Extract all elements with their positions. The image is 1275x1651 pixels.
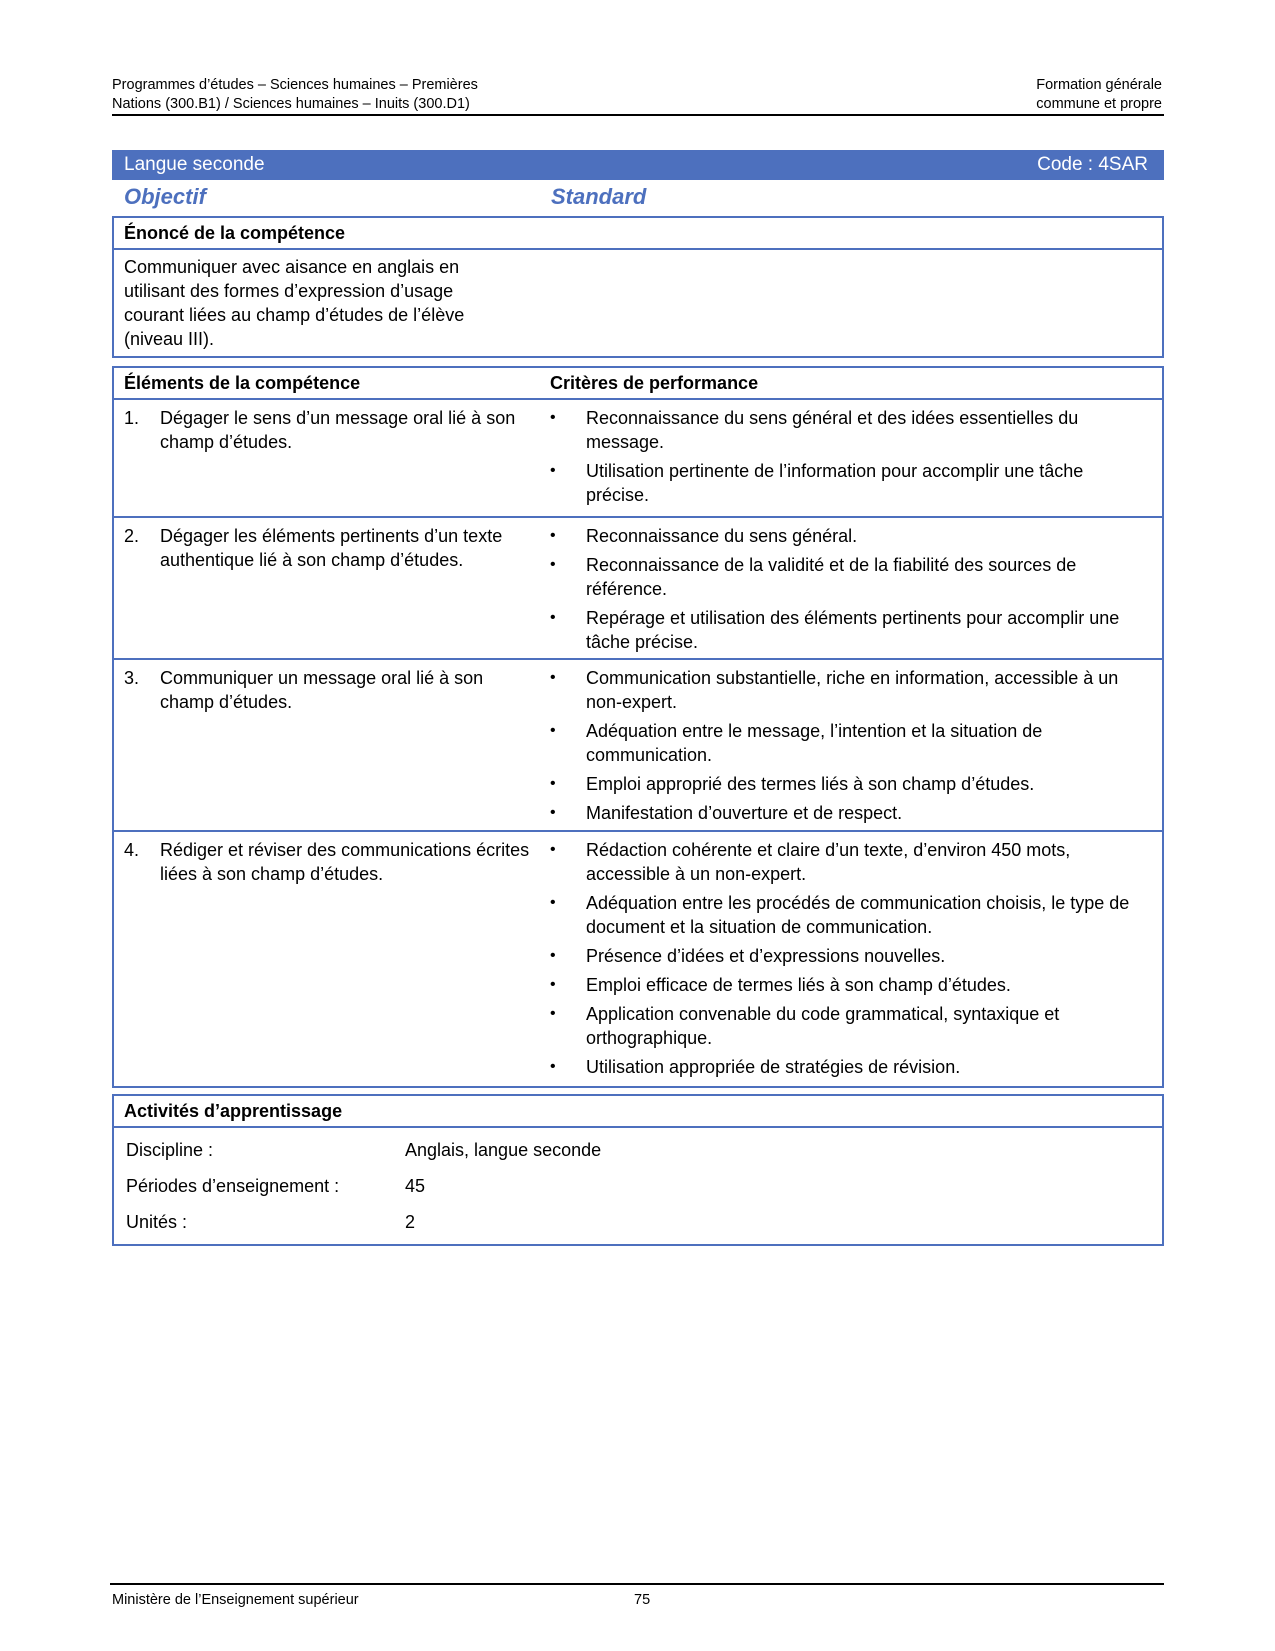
page-number: 75 (634, 1592, 651, 1608)
criterion-text: Repérage et utilisation des éléments pertinents pour accomplir une tâche précise. (586, 608, 1120, 652)
enonce-text (124, 255, 524, 351)
enonce-line: courant liées au champ d’études de l’élève (124, 305, 465, 325)
criterion-text: Adéquation entre les procédés de communication choisis, le type de document et la situation de communication. (586, 893, 1130, 937)
elements-heading: Éléments de la compétence (124, 373, 361, 393)
criterion-text: Utilisation pertinente de l’information pour accomplir une tâche précise. (586, 461, 1084, 505)
bullet-icon: • (550, 1058, 556, 1075)
elements-box (112, 366, 1164, 1088)
enonce-line: (niveau III). (124, 329, 215, 349)
element-row-3 (114, 658, 1162, 832)
header-right (1036, 76, 1162, 114)
periodes-label: Périodes d’enseignement : (126, 1176, 340, 1196)
element-row-1 (114, 398, 1162, 518)
bullet-icon: • (550, 947, 556, 964)
criterion-text: Emploi efficace de termes liés à son champ d’études. (586, 975, 1011, 995)
criterion-text: Reconnaissance du sens général. (586, 526, 858, 546)
activites-box (112, 1094, 1164, 1246)
page-header (112, 76, 1164, 116)
criterion-text: Présence d’idées et d’expressions nouvelles. (586, 946, 946, 966)
element-number: 1. (124, 408, 140, 428)
criterion-text: Reconnaissance de la validité et de la fiabilité des sources de référence. (586, 555, 1077, 599)
criterion-item (550, 666, 1140, 714)
unites-label: Unités : (126, 1212, 188, 1232)
bullet-icon: • (550, 722, 556, 739)
element-number: 4. (124, 840, 140, 860)
criterion-text: Reconnaissance du sens général et des idées essentielles du message. (586, 408, 1079, 452)
criterion-item (550, 801, 1140, 825)
criterion-text: Rédaction cohérente et claire d’un texte, d’environ 450 mots, accessible à un non-expert. (586, 840, 1071, 884)
element-text: Dégager le sens d’un message oral lié à son champ d’études. (160, 408, 516, 452)
element-number: 2. (124, 526, 140, 546)
criterion-text: Adéquation entre le message, l’intention et la situation de communication. (586, 721, 1043, 765)
element-text: Communiquer un message oral lié à son champ d’études. (160, 668, 484, 712)
criterion-item (550, 973, 1140, 997)
bullet-icon: • (550, 527, 556, 544)
enonce-box (112, 216, 1164, 358)
bullet-icon: • (550, 894, 556, 911)
objectif-label: Objectif (124, 184, 206, 209)
criterion-text: Communication substantielle, riche en information, accessible à un non-expert. (586, 668, 1119, 712)
criterion-item (550, 553, 1140, 601)
criteres-heading: Critères de performance (550, 373, 759, 393)
criterion-text: Application convenable du code grammatical, syntaxique et orthographique. (586, 1004, 1060, 1048)
criteria-list (550, 666, 1140, 830)
enonce-line: utilisant des formes d’expression d’usage (124, 281, 454, 301)
bullet-icon: • (550, 1005, 556, 1022)
criterion-text: Manifestation d’ouverture et de respect. (586, 803, 903, 823)
header-right-line1: Formation générale (1036, 77, 1162, 93)
bullet-icon: • (550, 409, 556, 426)
standard-label: Standard (551, 184, 647, 209)
criterion-item (550, 406, 1140, 454)
discipline-value: Anglais, langue seconde (405, 1140, 602, 1160)
criteria-list (550, 406, 1140, 512)
criterion-item (550, 838, 1140, 886)
title-langue-seconde: Langue seconde (124, 154, 265, 175)
activites-heading: Activités d’apprentissage (114, 1096, 1162, 1128)
criterion-text: Emploi approprié des termes liés à son champ d’études. (586, 774, 1035, 794)
enonce-line: Communiquer avec aisance en anglais en (124, 257, 460, 277)
element-row-4 (114, 830, 1162, 1086)
criterion-text: Utilisation appropriée de stratégies de révision. (586, 1057, 961, 1077)
bullet-icon: • (550, 462, 556, 479)
bullet-icon: • (550, 841, 556, 858)
criterion-item (550, 719, 1140, 767)
unites-value: 2 (405, 1212, 416, 1232)
criteria-list (550, 838, 1140, 1084)
criterion-item (550, 459, 1140, 507)
criterion-item (550, 944, 1140, 968)
footer-ministry: Ministère de l’Enseignement supérieur (112, 1592, 359, 1608)
element-number: 3. (124, 668, 140, 688)
criterion-item (550, 1055, 1140, 1079)
criteria-list (550, 524, 1140, 659)
enonce-heading: Énoncé de la compétence (114, 218, 1162, 250)
bullet-icon: • (550, 609, 556, 626)
objectif-standard-row (112, 184, 1164, 212)
header-right-line2: commune et propre (1036, 96, 1162, 112)
criterion-item (550, 606, 1140, 654)
title-code: Code : 4SAR (1037, 154, 1148, 175)
periodes-value: 45 (405, 1176, 426, 1196)
criterion-item (550, 1002, 1140, 1050)
element-row-2 (114, 516, 1162, 660)
bullet-icon: • (550, 669, 556, 686)
page-footer (110, 1583, 1164, 1608)
bullet-icon: • (550, 976, 556, 993)
element-text: Rédiger et réviser des communications écrites liées à son champ d’études. (160, 840, 530, 884)
header-left-line2: Nations (300.B1) / Sciences humaines – Inuits (300.D1) (112, 96, 470, 112)
element-text: Dégager les éléments pertinents d’un texte authentique lié à son champ d’études. (160, 526, 503, 570)
header-left-line1: Programmes d’études – Sciences humaines – Premières (112, 77, 478, 93)
criterion-item (550, 772, 1140, 796)
header-left (112, 76, 478, 114)
bullet-icon: • (550, 556, 556, 573)
discipline-label: Discipline : (126, 1140, 214, 1160)
title-bar (112, 150, 1164, 180)
criterion-item (550, 891, 1140, 939)
bullet-icon: • (550, 804, 556, 821)
bullet-icon: • (550, 775, 556, 792)
criterion-item (550, 524, 1140, 548)
